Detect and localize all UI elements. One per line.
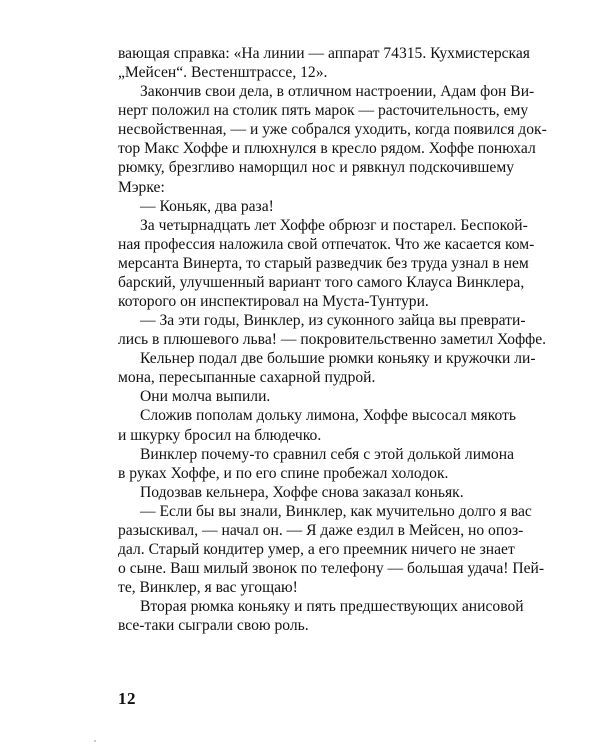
text-line: в руках Хоффе, и по его спине пробежал холодок.: [118, 464, 449, 482]
text-line: нерт положил на столик пять марок — расточительность, ему: [118, 102, 529, 120]
text-line: барский, улучшенный вариант того самого Клауса Винклера,: [118, 273, 525, 291]
text-line: — Если бы вы знали, Винклер, как мучительно долго я вас: [140, 502, 532, 520]
text-line: все-таки сыграли свою роль.: [118, 617, 309, 635]
text-line: „Мейсен“. Вестенштрассе, 12».: [118, 64, 328, 82]
text-line: те, Винклер, я вас угощаю!: [118, 579, 298, 597]
text-line: — За эти годы, Винклер, из суконного зайца вы преврати-: [140, 312, 526, 330]
text-line: вающая справка: «На линии — аппарат 74315. Кухмистерская: [118, 45, 530, 62]
text-line: ная профессия наложила свой отпечаток. Что же касается ком-: [118, 235, 535, 253]
text-line: тор Макс Хоффе и плюхнулся в кресло рядом. Хоффе понюхал: [118, 140, 536, 158]
text-line: лись в плюшевого льва! — покровительственно заметил Хоффе.: [118, 331, 547, 349]
text-line: Вторая рюмка коньяку и пять предшествующих анисовой: [140, 598, 524, 616]
text-line: Кельнер подал две большие рюмки коньяку и кружочки ли-: [140, 350, 536, 368]
text-line: Винклер почему-то сравнил себя с этой долькой лимона: [140, 445, 514, 463]
text-line: о сыне. Ваш милый звонок по телефону — большая удача! Пей-: [118, 560, 545, 578]
text-line: — Коньяк, два раза!: [140, 197, 274, 215]
text-line: Сложив пополам дольку лимона, Хоффе высосал мякоть: [140, 407, 516, 425]
text-line: несвойственная, — и уже собрался уходить, когда появился док-: [118, 121, 547, 139]
page-number: 12: [118, 689, 136, 708]
text-line: Подозвав кельнера, Хоффе снова заказал коньяк.: [140, 483, 464, 501]
text-line: Они молча выпили.: [140, 388, 271, 406]
text-line: Закончив свои дела, в отличном настроении, Адам фон Ви-: [140, 83, 535, 101]
text-line: мерсанта Винерта, то старый разведчик без труда узнал в нем: [118, 254, 529, 272]
text-line: которого он инспектировал на Муста-Тунтури.: [118, 293, 429, 311]
text-line: Мэрке:: [118, 178, 165, 196]
text-line: и шкурку бросил на блюдечко.: [118, 426, 322, 444]
text-line: разыскивал, — начал он. — Я даже ездил в Мейсен, но опоз-: [118, 521, 524, 539]
scan-speck: [94, 740, 96, 742]
text-line: дал. Старый кондитер умер, а его преемник ничего не знает: [118, 541, 515, 559]
text-line: рюмку, брезгливо наморщил нос и рявкнул подскочившему: [118, 159, 514, 177]
text-line: мона, пересыпанные сахарной пудрой.: [118, 369, 376, 387]
text-line: За четырнадцать лет Хоффе обрюзг и постарел. Беспокой-: [140, 216, 528, 234]
body-text: [118, 44, 547, 635]
